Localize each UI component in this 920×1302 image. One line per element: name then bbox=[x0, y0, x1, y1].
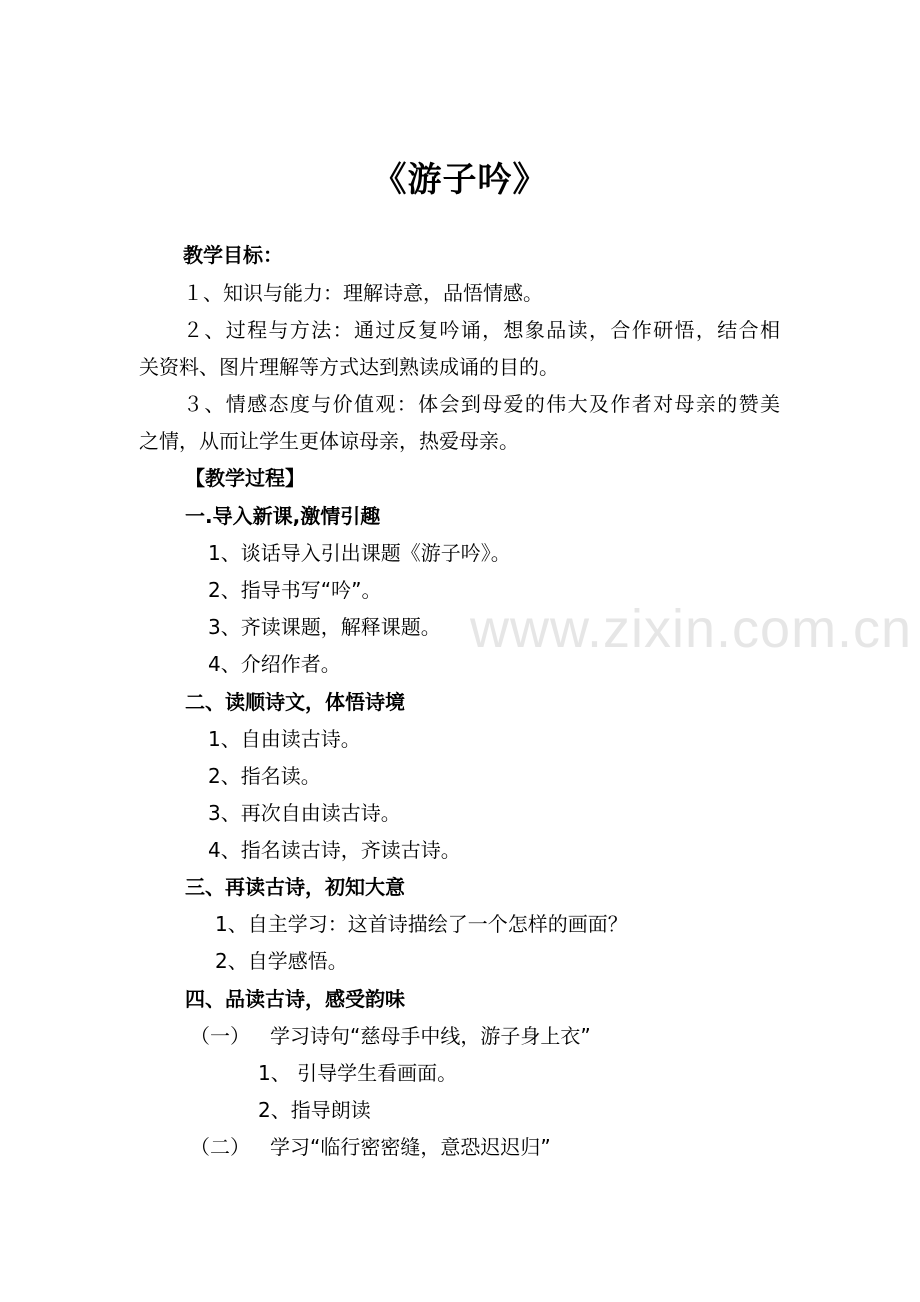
objective-item-2-line-1: ２、过程与方法：通过反复吟诵，想象品读，合作研悟，结合相 bbox=[183, 318, 780, 342]
part-1-item: 2、指导朗读 bbox=[258, 1098, 371, 1122]
part-1-text: 学习诗句“慈母手中线，游子身上衣” bbox=[270, 1024, 591, 1048]
objective-item-1: １、知识与能力：理解诗意，品悟情感。 bbox=[183, 281, 543, 305]
document-title: 《游子吟》 bbox=[372, 160, 548, 200]
section-1-heading: 一.导入新课,激情引趣 bbox=[185, 504, 381, 528]
objective-item-2-line-2: 关资料、图片理解等方式达到熟读成诵的目的。 bbox=[139, 355, 559, 379]
objective-item-3-line-1: ３、情感态度与价值观：体会到母爱的伟大及作者对母亲的赞美 bbox=[183, 392, 780, 416]
section-2-heading: 二、读顺诗文，体悟诗境 bbox=[185, 690, 405, 714]
section-1-item: 1、谈话导入引出课题《游子吟》。 bbox=[208, 541, 511, 565]
part-1-label: （一） bbox=[190, 1024, 250, 1048]
part-1-item: 1、 引导学生看画面。 bbox=[258, 1061, 458, 1085]
section-2-item: 4、指名读古诗，齐读古诗。 bbox=[208, 838, 461, 862]
section-2-item: 1、自由读古诗。 bbox=[208, 727, 361, 751]
section-3-item: 2、自学感悟。 bbox=[215, 949, 348, 973]
section-3-item: 1、自主学习：这首诗描绘了一个怎样的画面？ bbox=[215, 912, 628, 936]
objectives-heading: 教学目标： bbox=[183, 243, 283, 267]
part-2-text: 学习“临行密密缝，意恐迟迟归” bbox=[270, 1135, 551, 1159]
section-1-item: 4、介绍作者。 bbox=[208, 652, 341, 676]
watermark: www.zixin.com.cn bbox=[470, 599, 913, 659]
section-3-heading: 三、再读古诗，初知大意 bbox=[185, 875, 405, 899]
section-2-item: 3、再次自由读古诗。 bbox=[208, 801, 401, 825]
section-2-item: 2、指名读。 bbox=[208, 764, 321, 788]
section-1-item: 2、指导书写“吟”。 bbox=[208, 578, 382, 602]
section-1-item: 3、齐读课题，解释课题。 bbox=[208, 615, 441, 639]
section-4-heading: 四、品读古诗，感受韵味 bbox=[185, 987, 405, 1011]
process-heading: 【教学过程】 bbox=[185, 466, 305, 490]
objective-item-3-line-2: 之情，从而让学生更体谅母亲，热爱母亲。 bbox=[139, 429, 519, 453]
part-2-label: （二） bbox=[190, 1135, 250, 1159]
